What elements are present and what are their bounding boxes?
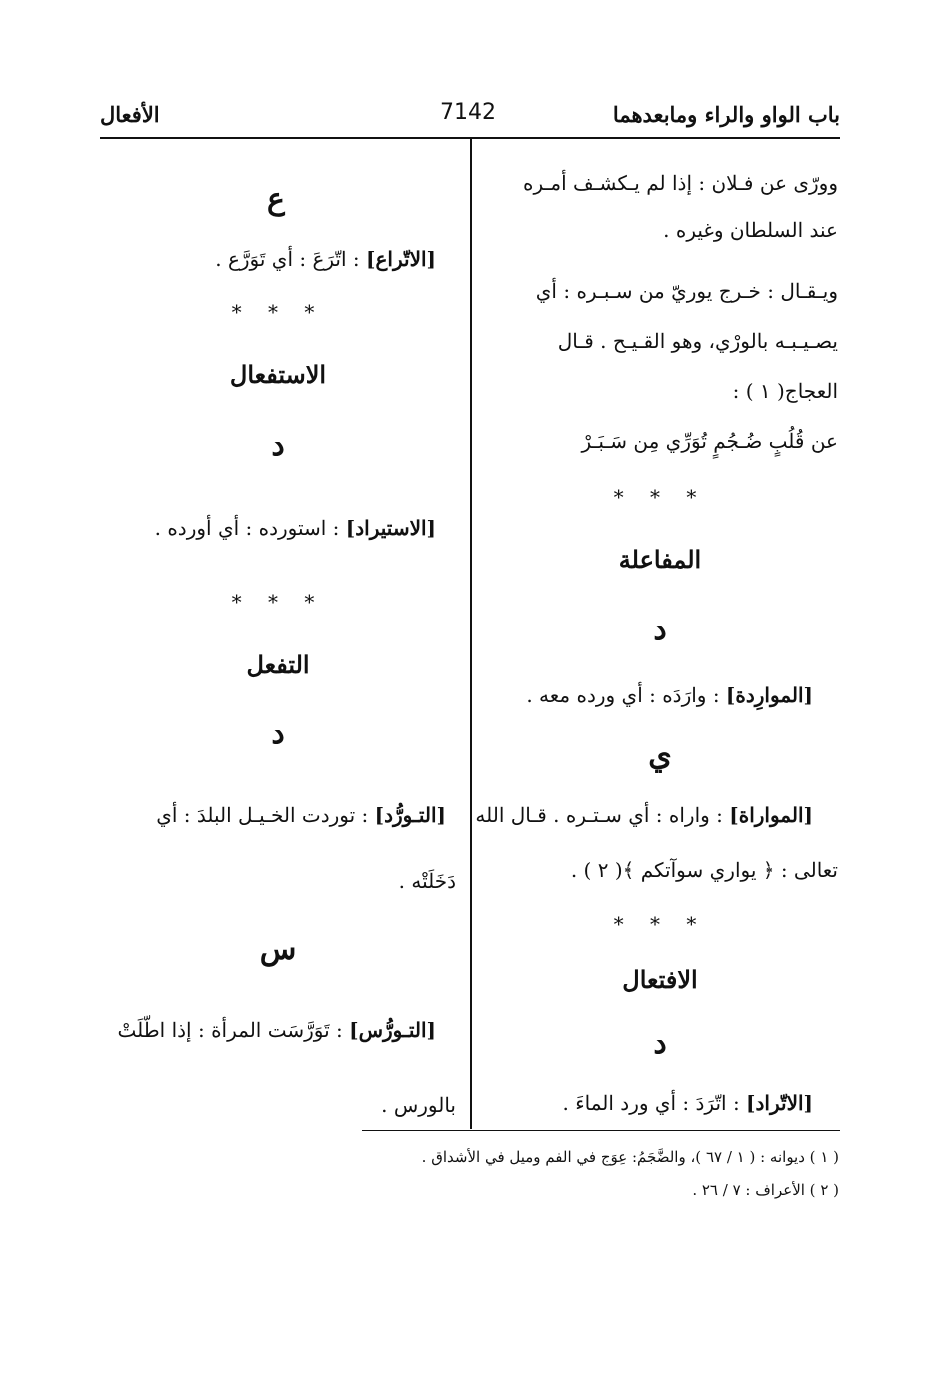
text-line: العجاج( ١ ) : — [732, 379, 838, 403]
entry-term: [المواراة] — [729, 803, 813, 827]
text-line: تعالى : ﴿ يواري سوآتكم ﴾( ٢ ) . — [570, 858, 838, 882]
text-line: عند السلطان وغيره . — [663, 218, 838, 242]
text-line: دَخَلَتْه . — [398, 869, 456, 893]
text-line: يصـيـبـه بالورْي، وهو القـيـح . قـال — [557, 329, 838, 353]
letter-heading: د — [271, 716, 285, 751]
entry-term: [الاستيراد] — [345, 516, 436, 540]
footnote-2: ( ٢ ) الأعراف : ٧ / ٢٦ . — [692, 1181, 839, 1199]
entry-definition: : استورده : أي أورده . — [154, 516, 346, 540]
entry-definition: : واراه : أي سـتـره . قـال الله — [475, 803, 730, 827]
entry-definition: : تَوَرَّسَت المرأة : إذا اطّلَتْ — [117, 1018, 350, 1042]
letter-heading: س — [259, 932, 297, 967]
letter-heading: د — [271, 428, 285, 463]
entry-line — [80, 244, 436, 274]
verse-line: عن قُلُبٍ ضُـجُمٍ تُوَرِّي مِن سَـبَـرْ — [581, 429, 838, 453]
section-heading: الافتعال — [622, 965, 698, 994]
entry-definition: : وارَدَه : أي ورده معه . — [526, 683, 726, 707]
entry-term: [التـورُّس] — [349, 1018, 436, 1042]
page-header — [100, 96, 840, 136]
letter-heading: د — [653, 1026, 667, 1061]
entry-definition: : توردت الخـيـل البلدَ : أي — [156, 803, 375, 827]
entry-term: [الاتّراع] — [366, 247, 436, 271]
entry-line — [457, 1088, 813, 1118]
text-line: ويـقـال : خـرج يوريّ من سـبـره : أي — [535, 279, 838, 303]
entry-line — [457, 800, 813, 830]
text-line: بالورس . — [381, 1093, 456, 1117]
separator-stars: * * * — [231, 300, 325, 324]
letter-heading: ي — [648, 738, 672, 773]
section-title: الأفعال — [100, 102, 160, 127]
letter-heading: ع — [267, 182, 285, 217]
entry-definition: : اتّرَعَ : أي تَوَرَّع . — [215, 247, 367, 271]
section-heading: المفاعلة — [618, 545, 702, 574]
separator-stars: * * * — [231, 590, 325, 614]
chapter-title: باب الواو والراء ومابعدهما — [612, 102, 840, 127]
entry-line — [80, 1015, 436, 1045]
entry-line — [90, 800, 446, 830]
separator-stars: * * * — [613, 912, 707, 936]
footnote-1: ( ١ ) ديوانه : ( ١ / ٦٧ )، والضَّجَمُ: عِوَج في الفم وميل في الأشداق . — [421, 1148, 839, 1166]
entry-term: [التـورُّد] — [374, 803, 446, 827]
section-heading: الاستفعال — [229, 360, 327, 389]
separator-stars: * * * — [613, 485, 707, 509]
entry-term: [الموارِدة] — [725, 683, 813, 707]
column-divider — [470, 139, 472, 1129]
text-line: وورّى عن فـلان : إذا لم يـكشـف أمـره — [522, 171, 838, 195]
entry-definition: : اتّرَدَ : أي ورد الماءَ . — [562, 1091, 747, 1115]
section-heading: التفعل — [246, 650, 310, 679]
entry-line — [457, 680, 813, 710]
letter-heading: د — [653, 612, 667, 647]
page-number: 7142 — [440, 100, 496, 125]
entry-line — [80, 513, 436, 543]
entry-term: [الاتّراد] — [746, 1091, 813, 1115]
footnote-rule — [362, 1130, 840, 1131]
